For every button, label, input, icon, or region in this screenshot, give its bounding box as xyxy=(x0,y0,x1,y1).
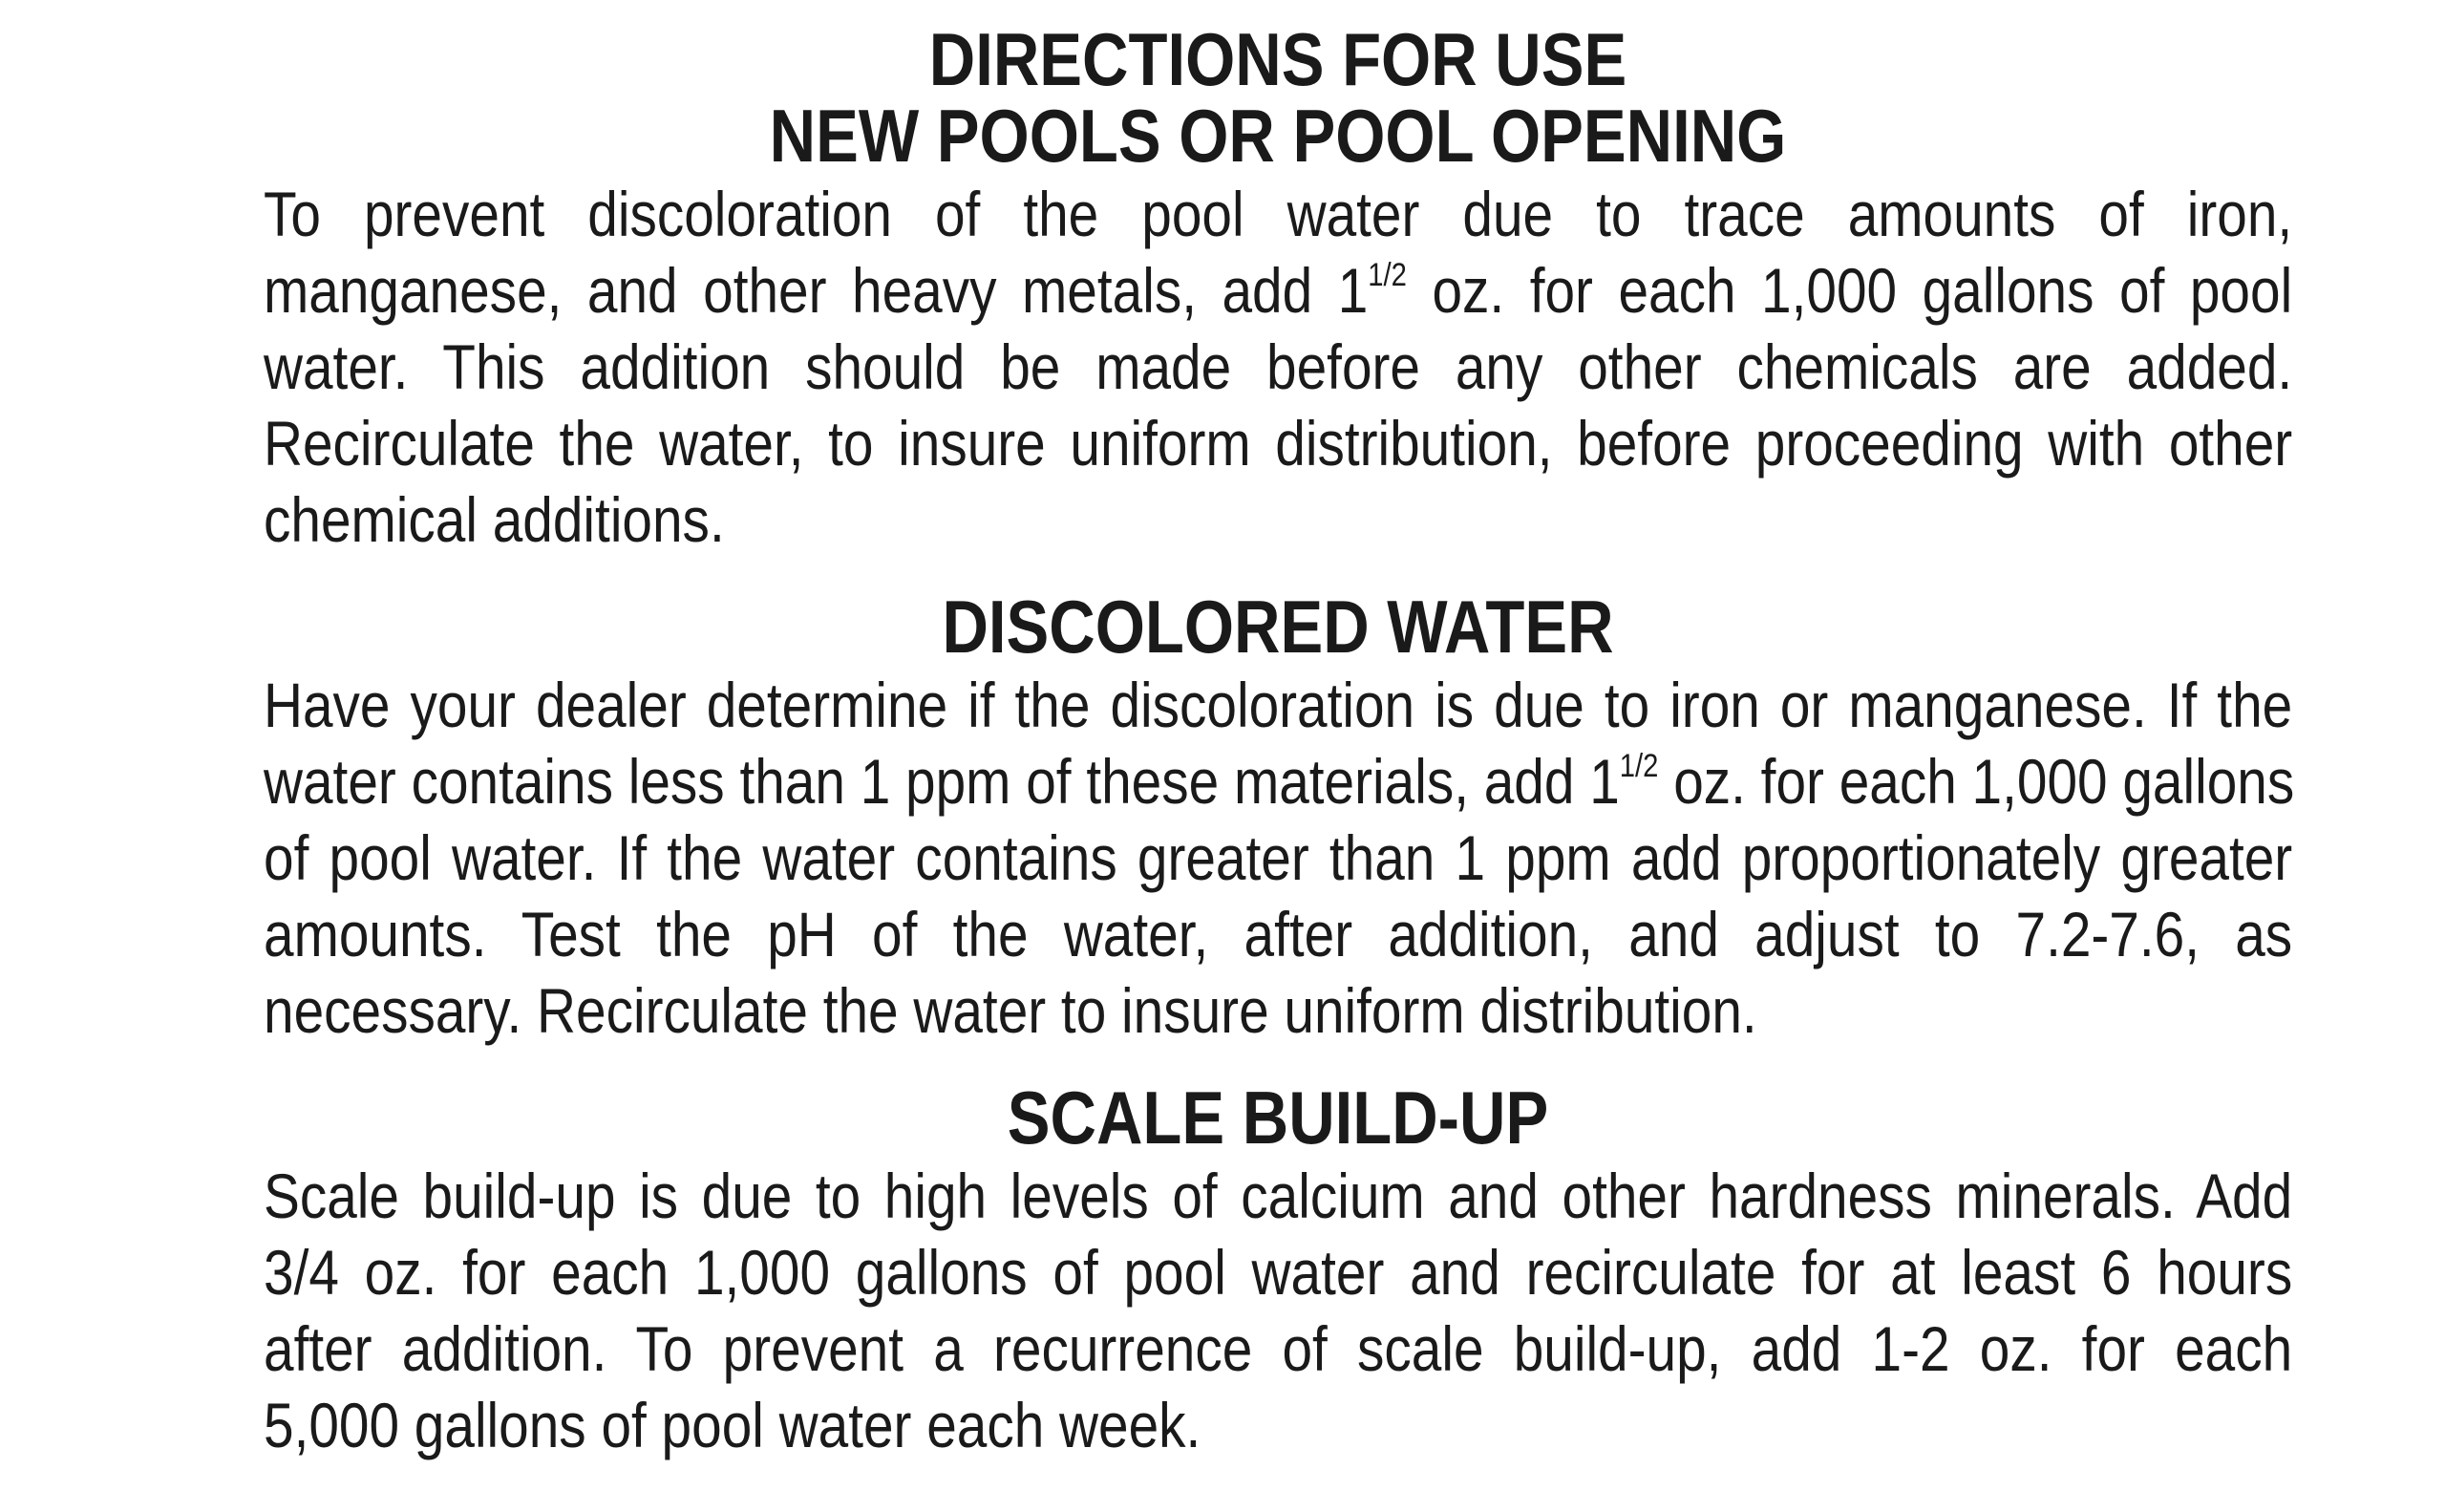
paragraph-line xyxy=(264,743,2295,820)
section-title: SCALE BUILD-UP xyxy=(1007,1075,1549,1160)
section-paragraph xyxy=(264,1158,2292,1463)
section-paragraph xyxy=(264,667,2295,1049)
section-title: DIRECTIONS FOR USE xyxy=(928,17,1627,101)
section-directions xyxy=(264,17,2292,178)
line-text: oz. for each 1,000 gallons xyxy=(1658,746,2295,817)
fraction-superscript: 1/2 xyxy=(1368,257,1407,293)
paragraph-line: of pool water. If the water contains greater than 1 ppm add proportionately greater xyxy=(264,822,2293,893)
paragraph-line xyxy=(264,252,2292,329)
paragraph-line: Have your dealer determine if the discoloration is due to iron or manganese. If the xyxy=(264,670,2293,740)
line-text: water contains less than 1 ppm of these materials, add 1 xyxy=(264,746,1620,817)
paragraph-line: 5,000 gallons of pool water each week. xyxy=(264,1390,1201,1460)
fraction-superscript: 1/2 xyxy=(1619,748,1659,784)
paragraph-line: amounts. Test the pH of the water, after addition, and adjust to 7.2-7.6, as xyxy=(264,899,2293,969)
paragraph-line: 3/4 oz. for each 1,000 gallons of pool water and recirculate for at least 6 hours xyxy=(264,1237,2293,1308)
line-text: oz. for each 1,000 gallons of pool xyxy=(1406,255,2293,326)
section-title: DISCOLORED WATER xyxy=(942,585,1614,669)
paragraph-line: chemical additions. xyxy=(264,484,725,555)
paragraph-line: Recirculate the water, to insure uniform distribution, before proceeding with other xyxy=(264,408,2293,479)
section-paragraph xyxy=(264,176,2292,558)
section-subtitle: NEW POOLS OR POOL OPENING xyxy=(769,94,1787,178)
line-text: manganese, and other heavy metals, add 1 xyxy=(264,255,1369,326)
paragraph-line: after addition. To prevent a recurrence of scale build-up, add 1-2 oz. for each xyxy=(264,1313,2293,1384)
paragraph-line: water. This addition should be made before any other chemicals are added. xyxy=(264,331,2293,402)
paragraph-line: necessary. Recirculate the water to insure uniform distribution. xyxy=(264,975,1757,1046)
directions-document xyxy=(264,17,2295,1463)
paragraph-line: Scale build-up is due to high levels of calcium and other hardness minerals. Add xyxy=(264,1161,2293,1231)
paragraph-line: To prevent discoloration of the pool water due to trace amounts of iron, xyxy=(264,179,2293,249)
